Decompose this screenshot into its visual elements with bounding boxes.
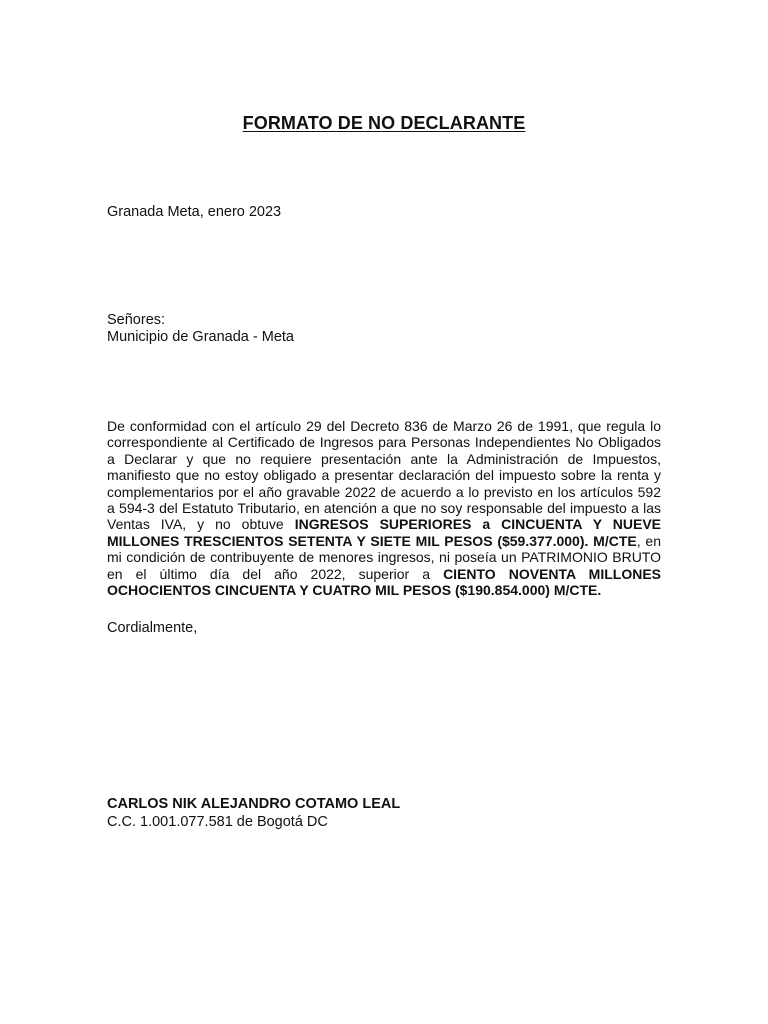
signer-name: CARLOS NIK ALEJANDRO COTAMO LEAL (107, 796, 401, 812)
body-paragraph (107, 418, 661, 598)
body-text-part-1: De conformidad con el artículo 29 del Decreto 836 de Marzo 26 de 1991, que regula lo correspondiente al Certificado de Ingresos para Personas Independientes No Obligados a Declarar y que no requiere presentación ante la Administración de Impuestos, manifiesto que no estoy obligado a presentar declaración del impuesto sobre la renta y complementarios por el año gravable 2022 de acuerdo a lo previsto en los artículos 592 a 594-3 del Estatuto Tributario, en atención a que no soy responsable del impuesto a las Ventas IVA, y no obtuve (107, 418, 661, 533)
body-income-amount: INGRESOS SUPERIORES a CINCUENTA Y NUEVE MILLONES TRESCIENTOS SETENTA Y SIETE MIL PESOS ($59.377.000). M/CTE (107, 516, 661, 549)
signer-id: C.C. 1.001.077.581 de Bogotá DC (107, 814, 328, 830)
body-patrimony-amount: CIENTO NOVENTA MILLONES OCHOCIENTOS CINCUENTA Y CUATRO MIL PESOS ($190.854.000) M/CTE. (107, 565, 661, 599)
place-date: Granada Meta, enero 2023 (107, 204, 282, 220)
recipient-name: Municipio de Granada - Meta (107, 329, 294, 345)
document-title: FORMATO DE NO DECLARANTE (242, 113, 526, 133)
salutation: Señores: (107, 312, 166, 328)
closing: Cordialmente, (107, 620, 198, 636)
recipient-block (107, 312, 294, 346)
body-text-part-2: , en mi condición de contribuyente de menores ingresos, ni poseía un PATRIMONIO BRUTO en el último día del año 2022, superior a (107, 532, 661, 582)
